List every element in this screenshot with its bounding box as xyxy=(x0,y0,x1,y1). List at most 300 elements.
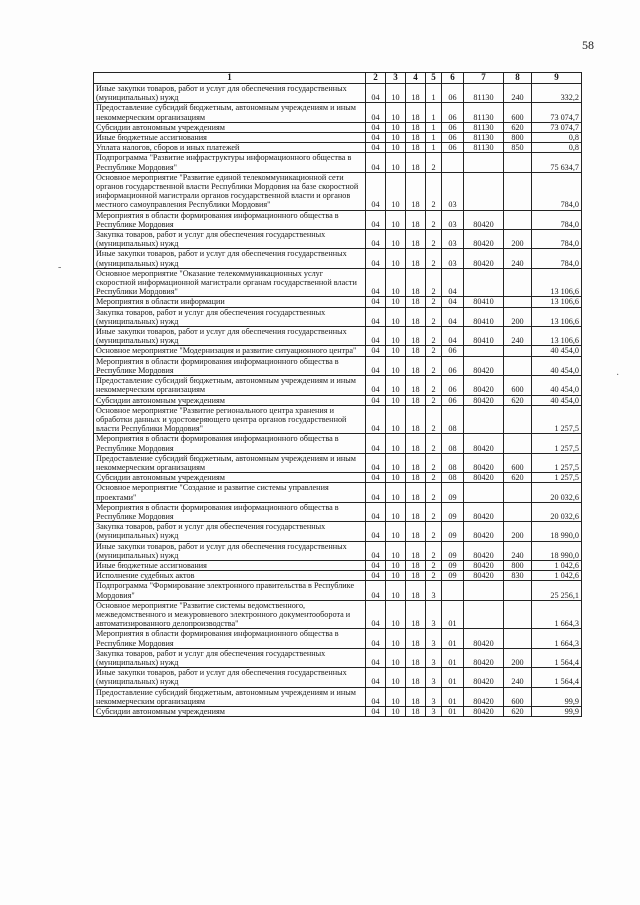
row-code: 04 xyxy=(366,629,386,648)
row-description: Предоставление субсидий бюджетным, автономным учреждениям и иным некоммерческим организациям xyxy=(94,103,366,122)
row-code: 80420 xyxy=(464,249,504,268)
row-amount: 13 106,6 xyxy=(532,327,582,346)
row-code: 04 xyxy=(366,143,386,153)
table-row xyxy=(94,648,582,667)
row-code: 800 xyxy=(504,133,532,143)
row-code: 80420 xyxy=(464,376,504,395)
row-code: 18 xyxy=(406,143,426,153)
table-row xyxy=(94,629,582,648)
row-code: 240 xyxy=(504,668,532,687)
row-code: 18 xyxy=(406,268,426,297)
row-code xyxy=(504,581,532,600)
row-code: 06 xyxy=(442,143,464,153)
row-code: 2 xyxy=(426,297,442,307)
row-code: 09 xyxy=(442,571,464,581)
row-code: 06 xyxy=(442,103,464,122)
row-code: 06 xyxy=(442,395,464,405)
row-code: 80420 xyxy=(464,687,504,706)
row-code: 18 xyxy=(406,707,426,717)
row-description: Предоставление субсидий бюджетным, автономным учреждениям и иным некоммерческим организациям xyxy=(94,687,366,706)
row-code: 06 xyxy=(442,356,464,375)
row-code: 1 xyxy=(426,103,442,122)
row-code: 2 xyxy=(426,483,442,502)
table-row xyxy=(94,560,582,570)
table-row xyxy=(94,153,582,172)
table-row xyxy=(94,571,582,581)
row-code: 18 xyxy=(406,307,426,326)
row-code: 04 xyxy=(366,307,386,326)
row-description: Основное мероприятие "Модернизация и развитие ситуационного центра" xyxy=(94,346,366,356)
row-code: 04 xyxy=(366,133,386,143)
row-code: 08 xyxy=(442,453,464,472)
row-code: 2 xyxy=(426,560,442,570)
row-code: 18 xyxy=(406,376,426,395)
row-code: 04 xyxy=(366,522,386,541)
row-code: 04 xyxy=(366,668,386,687)
row-amount: 18 990,0 xyxy=(532,541,582,560)
row-code xyxy=(504,210,532,229)
row-code: 06 xyxy=(442,133,464,143)
row-description: Исполнение судебных актов xyxy=(94,571,366,581)
row-code: 18 xyxy=(406,434,426,453)
table-row xyxy=(94,707,582,717)
row-code: 09 xyxy=(442,502,464,521)
row-amount: 1 257,5 xyxy=(532,405,582,434)
row-code: 04 xyxy=(366,153,386,172)
table-row xyxy=(94,103,582,122)
row-code: 80420 xyxy=(464,707,504,717)
row-amount: 784,0 xyxy=(532,210,582,229)
row-code: 2 xyxy=(426,453,442,472)
row-description: Мероприятия в области формирования информационного общества в Республике Мордовия xyxy=(94,210,366,229)
table-row xyxy=(94,249,582,268)
row-code: 620 xyxy=(504,395,532,405)
row-description: Основное мероприятие "Развитие регионального центра хранения и обработки данных и удостоверяющего центра органов государственной власти Республики Мордовия" xyxy=(94,405,366,434)
row-code: 04 xyxy=(366,376,386,395)
row-code: 2 xyxy=(426,434,442,453)
row-code: 80420 xyxy=(464,395,504,405)
row-amount: 0,8 xyxy=(532,133,582,143)
table-row xyxy=(94,84,582,103)
row-code xyxy=(464,153,504,172)
table-row xyxy=(94,502,582,521)
table-row xyxy=(94,122,582,132)
table-row xyxy=(94,376,582,395)
row-code: 80420 xyxy=(464,434,504,453)
row-description: Мероприятия в области формирования информационного общества в Республике Мордовия xyxy=(94,502,366,521)
table-row xyxy=(94,473,582,483)
row-code: 04 xyxy=(366,581,386,600)
table-row xyxy=(94,268,582,297)
row-code xyxy=(464,581,504,600)
row-code: 10 xyxy=(386,687,406,706)
row-code: 600 xyxy=(504,687,532,706)
table-header-row xyxy=(94,73,582,84)
column-header: 8 xyxy=(504,73,532,84)
row-code: 04 xyxy=(366,434,386,453)
page-number: 58 xyxy=(582,38,594,52)
row-description: Закупка товаров, работ и услуг для обеспечения государственных (муниципальных) нужд xyxy=(94,522,366,541)
row-amount: 1 564,4 xyxy=(532,648,582,667)
row-amount: 0,8 xyxy=(532,143,582,153)
row-code: 10 xyxy=(386,453,406,472)
row-code: 600 xyxy=(504,376,532,395)
row-code xyxy=(504,268,532,297)
row-code: 2 xyxy=(426,473,442,483)
row-code: 18 xyxy=(406,668,426,687)
row-code: 240 xyxy=(504,249,532,268)
row-code xyxy=(464,405,504,434)
row-code: 10 xyxy=(386,376,406,395)
column-header: 3 xyxy=(386,73,406,84)
row-code: 18 xyxy=(406,687,426,706)
row-code: 09 xyxy=(442,483,464,502)
column-header: 7 xyxy=(464,73,504,84)
row-code: 10 xyxy=(386,143,406,153)
row-code xyxy=(504,356,532,375)
row-code xyxy=(504,483,532,502)
row-amount: 1 042,6 xyxy=(532,560,582,570)
row-code: 04 xyxy=(366,571,386,581)
row-code: 01 xyxy=(442,687,464,706)
row-code: 04 xyxy=(366,210,386,229)
row-code: 1 xyxy=(426,122,442,132)
row-code: 10 xyxy=(386,210,406,229)
table-row xyxy=(94,172,582,210)
table-row xyxy=(94,297,582,307)
row-code: 3 xyxy=(426,668,442,687)
row-description: Иные закупки товаров, работ и услуг для обеспечения государственных (муниципальных) нужд xyxy=(94,668,366,687)
row-description: Субсидии автономным учреждениям xyxy=(94,473,366,483)
row-code: 04 xyxy=(442,297,464,307)
row-code: 200 xyxy=(504,522,532,541)
row-code: 04 xyxy=(442,307,464,326)
row-code: 80420 xyxy=(464,522,504,541)
row-description: Закупка товаров, работ и услуг для обеспечения государственных (муниципальных) нужд xyxy=(94,648,366,667)
row-description: Иные бюджетные ассигнования xyxy=(94,560,366,570)
row-code: 80410 xyxy=(464,297,504,307)
row-code: 80420 xyxy=(464,560,504,570)
row-code: 10 xyxy=(386,356,406,375)
row-code: 01 xyxy=(442,600,464,629)
row-code xyxy=(504,629,532,648)
row-code: 04 xyxy=(366,346,386,356)
table-row xyxy=(94,210,582,229)
row-code: 200 xyxy=(504,230,532,249)
table-row xyxy=(94,434,582,453)
row-code: 18 xyxy=(406,230,426,249)
row-code: 18 xyxy=(406,327,426,346)
row-code: 80420 xyxy=(464,473,504,483)
row-code: 09 xyxy=(442,522,464,541)
row-code: 06 xyxy=(442,376,464,395)
row-code: 04 xyxy=(366,648,386,667)
row-code: 81130 xyxy=(464,122,504,132)
table-row xyxy=(94,541,582,560)
row-amount: 784,0 xyxy=(532,249,582,268)
row-code: 04 xyxy=(366,268,386,297)
row-code: 04 xyxy=(366,84,386,103)
row-code: 18 xyxy=(406,172,426,210)
row-code: 18 xyxy=(406,103,426,122)
row-code: 1 xyxy=(426,133,442,143)
row-code: 1 xyxy=(426,84,442,103)
row-code: 2 xyxy=(426,172,442,210)
row-description: Закупка товаров, работ и услуг для обеспечения государственных (муниципальных) нужд xyxy=(94,307,366,326)
row-code: 18 xyxy=(406,648,426,667)
row-code: 80420 xyxy=(464,356,504,375)
row-amount: 13 106,6 xyxy=(532,307,582,326)
row-code: 10 xyxy=(386,172,406,210)
row-code: 10 xyxy=(386,707,406,717)
table-row xyxy=(94,668,582,687)
row-code: 1 xyxy=(426,143,442,153)
row-code xyxy=(504,346,532,356)
row-code: 01 xyxy=(442,668,464,687)
row-description: Мероприятия в области формирования информационного общества в Республике Мордовия xyxy=(94,356,366,375)
row-description: Субсидии автономным учреждениям xyxy=(94,707,366,717)
row-amount: 20 032,6 xyxy=(532,502,582,521)
row-code: 10 xyxy=(386,581,406,600)
row-code: 10 xyxy=(386,473,406,483)
row-code: 18 xyxy=(406,453,426,472)
row-code: 240 xyxy=(504,84,532,103)
margin-mark: · xyxy=(616,370,620,381)
table-row xyxy=(94,356,582,375)
row-code: 2 xyxy=(426,522,442,541)
row-code: 3 xyxy=(426,600,442,629)
row-code: 2 xyxy=(426,327,442,346)
row-description: Уплата налогов, сборов и иных платежей xyxy=(94,143,366,153)
row-description: Предоставление субсидий бюджетным, автономным учреждениям и иным некоммерческим организациям xyxy=(94,453,366,472)
row-code: 18 xyxy=(406,405,426,434)
row-description: Иные закупки товаров, работ и услуг для обеспечения государственных (муниципальных) нужд xyxy=(94,249,366,268)
table-row xyxy=(94,346,582,356)
row-amount: 99,9 xyxy=(532,687,582,706)
row-code: 600 xyxy=(504,453,532,472)
row-code xyxy=(504,502,532,521)
row-amount: 73 074,7 xyxy=(532,103,582,122)
row-code: 18 xyxy=(406,522,426,541)
row-description: Субсидии автономным учреждениям xyxy=(94,395,366,405)
row-code: 04 xyxy=(366,560,386,570)
row-code: 10 xyxy=(386,268,406,297)
row-code: 2 xyxy=(426,405,442,434)
row-code: 18 xyxy=(406,629,426,648)
row-code xyxy=(464,483,504,502)
row-code: 04 xyxy=(366,600,386,629)
row-code: 18 xyxy=(406,356,426,375)
row-code: 10 xyxy=(386,483,406,502)
row-code xyxy=(504,297,532,307)
row-code: 04 xyxy=(442,327,464,346)
table-row xyxy=(94,230,582,249)
row-code: 06 xyxy=(442,84,464,103)
row-code: 3 xyxy=(426,581,442,600)
row-code: 80420 xyxy=(464,629,504,648)
row-code: 620 xyxy=(504,707,532,717)
row-code: 18 xyxy=(406,122,426,132)
table-row xyxy=(94,581,582,600)
row-code: 3 xyxy=(426,648,442,667)
column-header: 1 xyxy=(94,73,366,84)
row-description: Подпрограмма "Развитие инфраструктуры информационного общества в Республике Мордовия" xyxy=(94,153,366,172)
row-code: 10 xyxy=(386,103,406,122)
row-code: 04 xyxy=(366,297,386,307)
row-amount: 1 257,5 xyxy=(532,434,582,453)
row-code: 04 xyxy=(366,122,386,132)
row-code: 2 xyxy=(426,249,442,268)
row-code xyxy=(504,153,532,172)
row-amount: 18 990,0 xyxy=(532,522,582,541)
row-code: 3 xyxy=(426,629,442,648)
row-code: 10 xyxy=(386,133,406,143)
row-amount: 1 257,5 xyxy=(532,473,582,483)
row-amount: 40 454,0 xyxy=(532,346,582,356)
row-code: 08 xyxy=(442,473,464,483)
row-description: Иные закупки товаров, работ и услуг для обеспечения государственных (муниципальных) нужд xyxy=(94,84,366,103)
row-code: 09 xyxy=(442,560,464,570)
row-amount: 1 664,3 xyxy=(532,600,582,629)
budget-table xyxy=(93,72,582,717)
row-code: 80420 xyxy=(464,210,504,229)
row-description: Иные закупки товаров, работ и услуг для обеспечения государственных (муниципальных) нужд xyxy=(94,541,366,560)
row-description: Мероприятия в области формирования информационного общества в Республике Мордовия xyxy=(94,434,366,453)
row-code: 10 xyxy=(386,297,406,307)
row-code: 18 xyxy=(406,560,426,570)
row-amount: 13 106,6 xyxy=(532,297,582,307)
row-code: 80420 xyxy=(464,648,504,667)
row-code: 04 xyxy=(366,483,386,502)
row-code: 2 xyxy=(426,268,442,297)
column-header: 5 xyxy=(426,73,442,84)
row-code: 18 xyxy=(406,600,426,629)
row-amount: 20 032,6 xyxy=(532,483,582,502)
row-code: 10 xyxy=(386,395,406,405)
row-code: 04 xyxy=(366,707,386,717)
row-code: 10 xyxy=(386,249,406,268)
row-code: 830 xyxy=(504,571,532,581)
row-code: 18 xyxy=(406,153,426,172)
row-code xyxy=(504,600,532,629)
row-code: 10 xyxy=(386,560,406,570)
row-code: 04 xyxy=(366,172,386,210)
row-code: 80410 xyxy=(464,307,504,326)
row-description: Основное мероприятие "Развитие системы ведомственного, межведомственного и межуровневого электронного документооборота и автоматизированного делопроизводства" xyxy=(94,600,366,629)
row-code: 10 xyxy=(386,648,406,667)
row-code: 10 xyxy=(386,571,406,581)
row-code: 80420 xyxy=(464,502,504,521)
row-code: 06 xyxy=(442,122,464,132)
table-row xyxy=(94,453,582,472)
row-code: 620 xyxy=(504,473,532,483)
row-code: 10 xyxy=(386,327,406,346)
row-description: Мероприятия в области формирования информационного общества в Республике Мордовия xyxy=(94,629,366,648)
row-code: 08 xyxy=(442,434,464,453)
row-code xyxy=(442,581,464,600)
row-code: 81130 xyxy=(464,133,504,143)
row-description: Основное мероприятие "Оказание телекоммуникационных услуг скоростной информационной магистрали органам государственной власти Республики Мордовия" xyxy=(94,268,366,297)
table-row xyxy=(94,307,582,326)
row-amount: 1 257,5 xyxy=(532,453,582,472)
column-header: 2 xyxy=(366,73,386,84)
row-code: 03 xyxy=(442,249,464,268)
row-amount: 784,0 xyxy=(532,230,582,249)
table-row xyxy=(94,483,582,502)
row-code: 04 xyxy=(366,687,386,706)
row-code: 04 xyxy=(366,356,386,375)
table-row xyxy=(94,327,582,346)
row-code: 10 xyxy=(386,230,406,249)
row-code: 2 xyxy=(426,395,442,405)
row-code xyxy=(464,172,504,210)
row-code: 240 xyxy=(504,541,532,560)
row-amount: 40 454,0 xyxy=(532,356,582,375)
row-code: 09 xyxy=(442,541,464,560)
row-description: Иные бюджетные ассигнования xyxy=(94,133,366,143)
row-code: 18 xyxy=(406,210,426,229)
row-code: 2 xyxy=(426,346,442,356)
row-amount: 1 564,4 xyxy=(532,668,582,687)
row-code xyxy=(504,172,532,210)
row-amount: 1 042,6 xyxy=(532,571,582,581)
row-description: Подпрограмма "Формирование электронного правительства в Республике Мордовия" xyxy=(94,581,366,600)
row-amount: 13 106,6 xyxy=(532,268,582,297)
row-code: 2 xyxy=(426,307,442,326)
table-row xyxy=(94,687,582,706)
row-code: 81130 xyxy=(464,84,504,103)
row-code: 240 xyxy=(504,327,532,346)
row-code: 04 xyxy=(366,502,386,521)
row-description: Иные закупки товаров, работ и услуг для обеспечения государственных (муниципальных) нужд xyxy=(94,327,366,346)
row-amount: 99,9 xyxy=(532,707,582,717)
row-code: 18 xyxy=(406,133,426,143)
row-code: 10 xyxy=(386,84,406,103)
row-code: 80420 xyxy=(464,541,504,560)
row-code: 80420 xyxy=(464,230,504,249)
row-code: 2 xyxy=(426,356,442,375)
row-code: 18 xyxy=(406,395,426,405)
table-row xyxy=(94,133,582,143)
row-amount: 75 634,7 xyxy=(532,153,582,172)
row-description: Предоставление субсидий бюджетным, автономным учреждениям и иным некоммерческим организациям xyxy=(94,376,366,395)
row-code: 04 xyxy=(366,405,386,434)
row-code: 04 xyxy=(366,230,386,249)
row-code: 01 xyxy=(442,707,464,717)
row-code: 600 xyxy=(504,103,532,122)
row-code: 18 xyxy=(406,346,426,356)
row-code xyxy=(464,600,504,629)
row-code: 3 xyxy=(426,707,442,717)
row-code: 10 xyxy=(386,541,406,560)
row-code: 18 xyxy=(406,297,426,307)
row-code: 04 xyxy=(366,453,386,472)
row-description: Основное мероприятие "Создание и развитие системы управления проектами" xyxy=(94,483,366,502)
row-code: 18 xyxy=(406,581,426,600)
row-code: 10 xyxy=(386,502,406,521)
row-code: 04 xyxy=(366,249,386,268)
row-amount: 332,2 xyxy=(532,84,582,103)
row-code: 03 xyxy=(442,210,464,229)
row-code: 18 xyxy=(406,571,426,581)
row-code: 10 xyxy=(386,346,406,356)
row-code: 80410 xyxy=(464,327,504,346)
row-code: 10 xyxy=(386,153,406,172)
row-code: 850 xyxy=(504,143,532,153)
row-code: 620 xyxy=(504,122,532,132)
row-code: 04 xyxy=(366,327,386,346)
row-code: 2 xyxy=(426,376,442,395)
